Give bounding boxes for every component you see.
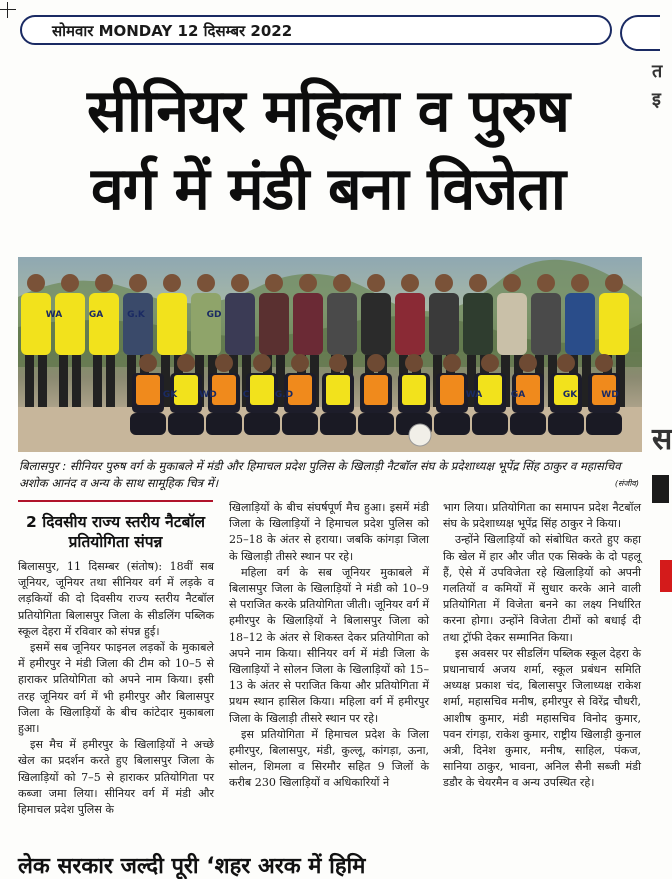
bib-label: GA <box>88 310 104 320</box>
bib-label: C <box>242 390 250 400</box>
standing-person <box>21 274 51 407</box>
article-paragraph: भाग लिया। प्रतियोगिता का समापन प्रदेश नैटबॉल संघ के प्रदेशाध्यक्ष भूपेंद्र सिंह ठाकुर ने किया। <box>443 501 641 531</box>
bib-label: WA <box>45 310 63 320</box>
headline <box>18 72 638 228</box>
sub-headline: 2 दिवसीय राज्य स्तरीय नैटबॉल प्रतियोगिता संपन्न <box>26 513 205 551</box>
adjacent-fragment: इ <box>652 89 661 110</box>
photo-credit: (संजीव) <box>614 479 639 488</box>
adjacent-fragment: स <box>652 422 672 457</box>
adjacent-fragment: त <box>652 61 663 82</box>
article-column-2 <box>229 500 429 792</box>
netball <box>409 424 431 446</box>
bib-label: GK <box>162 390 178 400</box>
bib-label: WD <box>199 390 217 400</box>
article-paragraph: बिलासपुर, 11 दिसम्बर (संतोष): 18वीं सब जूनियर, जूनियर तथा सीनियर वर्ग में लड़के व लड़कियों की दो दिवसीय राज्य स्तरीय नैटबॉल प्रतियोगिता बिलासपुर जिला के सीडलिंग पब्लिक स्कूल देहरा में रविवार को संपन्न हुई। <box>18 560 214 638</box>
dateline-text: सोमवार MONDAY 12 दिसम्बर 2022 <box>52 22 293 40</box>
subhead-rule <box>18 500 213 502</box>
crop-mark-icon <box>0 2 16 18</box>
bib-label: G.K <box>127 310 145 320</box>
bib-label: GD <box>206 310 222 320</box>
article-column-1 <box>18 559 214 818</box>
article-paragraph: खिलाड़ियों के बीच संघर्षपूर्ण मैच हुआ। इसमें मंडी जिला के खिलाड़ियों ने हिमाचल प्रदेश पुलिस को 25–18 के अंतर से हराया। जबकि कांगड़ा जिला के खिलाड़ी तीसरे स्थान पर रहे। <box>229 501 429 563</box>
adjacent-article-edge <box>652 55 672 845</box>
bib-label: G.D <box>274 390 294 400</box>
headline-line-2: वर्ग में मंडी बना विजेता <box>90 154 566 223</box>
adjacent-bar <box>652 475 669 503</box>
bib-label: WD <box>601 390 619 400</box>
next-headline-fragment: लेक सरकार जल्दी पूरी ‘शहर अरक में हिमि <box>18 854 366 879</box>
standing-person <box>55 274 85 407</box>
bib-label: GA <box>510 390 526 400</box>
article-column-3 <box>443 500 641 792</box>
standing-person <box>89 274 119 407</box>
bib-label: GK <box>562 390 578 400</box>
adjacent-red-block <box>660 560 672 592</box>
article-paragraph: महिला वर्ग के सब जूनियर मुकाबले में बिलासपुर जिला के खिलाड़ियों ने मंडी को 10–9 से पराजित करके प्रतियोगिता जीती। जूनियर वर्ग में हमीरपुर के खिलाड़ियों ने बिलासपुर जिला को 18–12 के अंतर से शिकस्त देकर प्रतियोगिता को अपने नाम किया। सीनियर वर्ग में मंडी जिला के खिलाड़ियों ने सोलन जिला के खिलाड़ियों को 15–13 के अंतर से पराजित किया और प्रतियोगिता में प्रथम स्थान हासिल किया। महिला वर्ग में हमीरपुर जिला के खिलाड़ी तीसरे स्थान पर रहे। <box>229 565 429 725</box>
bib-label: WA <box>465 390 483 400</box>
article-paragraph: इस मैच में हमीरपुर के खिलाड़ियों ने अच्छे खेल का प्रदर्शन करते हुए बिलासपुर जिला के खिलाड़ियों को 7–5 से हाराकर प्रतियोगिता पर कब्जा जमा लिया। सीनियर वर्ग में मंडी और हिमाचल प्रदेश पुलिस के <box>18 738 214 817</box>
dateline-cap <box>620 15 660 51</box>
team-photo-illustration <box>18 257 642 452</box>
dateline-bar <box>20 15 612 45</box>
article-paragraph: इसमें सब जूनियर फाइनल लड़कों के मुकाबले में हमीरपुर ने मंडी जिला की टीम को 10–5 से हाराकर प्रतियोगिता को अपने नाम किया। इसी तरह जूनियर वर्ग में भी हमीरपुर और बिलासपुर जिला के खिलाड़ियों के बीच कांटेदार मुकाबला हुआ। <box>18 641 214 736</box>
article-paragraph: इस अवसर पर सीडलिंग पब्लिक स्कूल देहरा के प्रधानाचार्य अजय शर्मा, स्कूल प्रबंधन समिति अध्यक्ष प्रकाश चंद, बिलासपुर जिलाध्यक्ष राकेश शर्मा, महासचिव मनीष, हमीरपुर से विरेंद्र चौधरी, आशीष कुमार, मंडी महासचिव विनोद कुमार, पवन रांगड़ा, राकेश कुमार, राष्ट्रीय खिलाड़ी कुनाल अत्री, दिनेश कुमार, मनीष, साहिल, पंकज, सानिया ठाकुर, भावना, अनिल सैनी सब्जी मंडी डडौर के चेयरमैन व अन्य उपस्थित रहे। <box>443 646 641 790</box>
article-paragraph: इस प्रतियोगिता में हिमाचल प्रदेश के जिला हमीरपुर, बिलासपुर, मंडी, कुल्लू, कांगड़ा, ऊना, सोलन, शिमला व सिरमौर सहित 9 जिलों के करीब 230 खिलाड़ियों व अधिकारियों ने <box>229 727 429 790</box>
caption-text: बिलासपुर : सीनियर पुरुष वर्ग के मुकाबले में मंडी और हिमाचल प्रदेश पुलिस के खिलाड़ी नैटबॉल संघ के प्रदेशाध्यक्ष भूपेंद्र सिंह ठाकुर व महासचिव अशोक आनंद व अन्य के साथ सामूहिक चित्र में। <box>19 459 621 490</box>
photo-caption <box>19 458 641 492</box>
team-group-photo <box>18 257 642 452</box>
headline-line-1: सीनियर महिला व पुरुष <box>86 76 570 145</box>
article-paragraph: उन्होंने खिलाड़ियों को संबोधित करते हुए कहा कि खेल में हार और जीत एक सिक्के के दो पहलू हैं, ऐसे में उपविजेता रहे खिलाड़ियों को अपनी गलतियों व कमियों में सुधार करके आने वाली प्रतियोगिता में विजेता बनने का लक्ष्य निर्धारित करना होगा। उन्होंने विजेता टीमों को बधाई दी तथा ट्रॉफी देकर सम्मानित किया। <box>443 533 641 644</box>
